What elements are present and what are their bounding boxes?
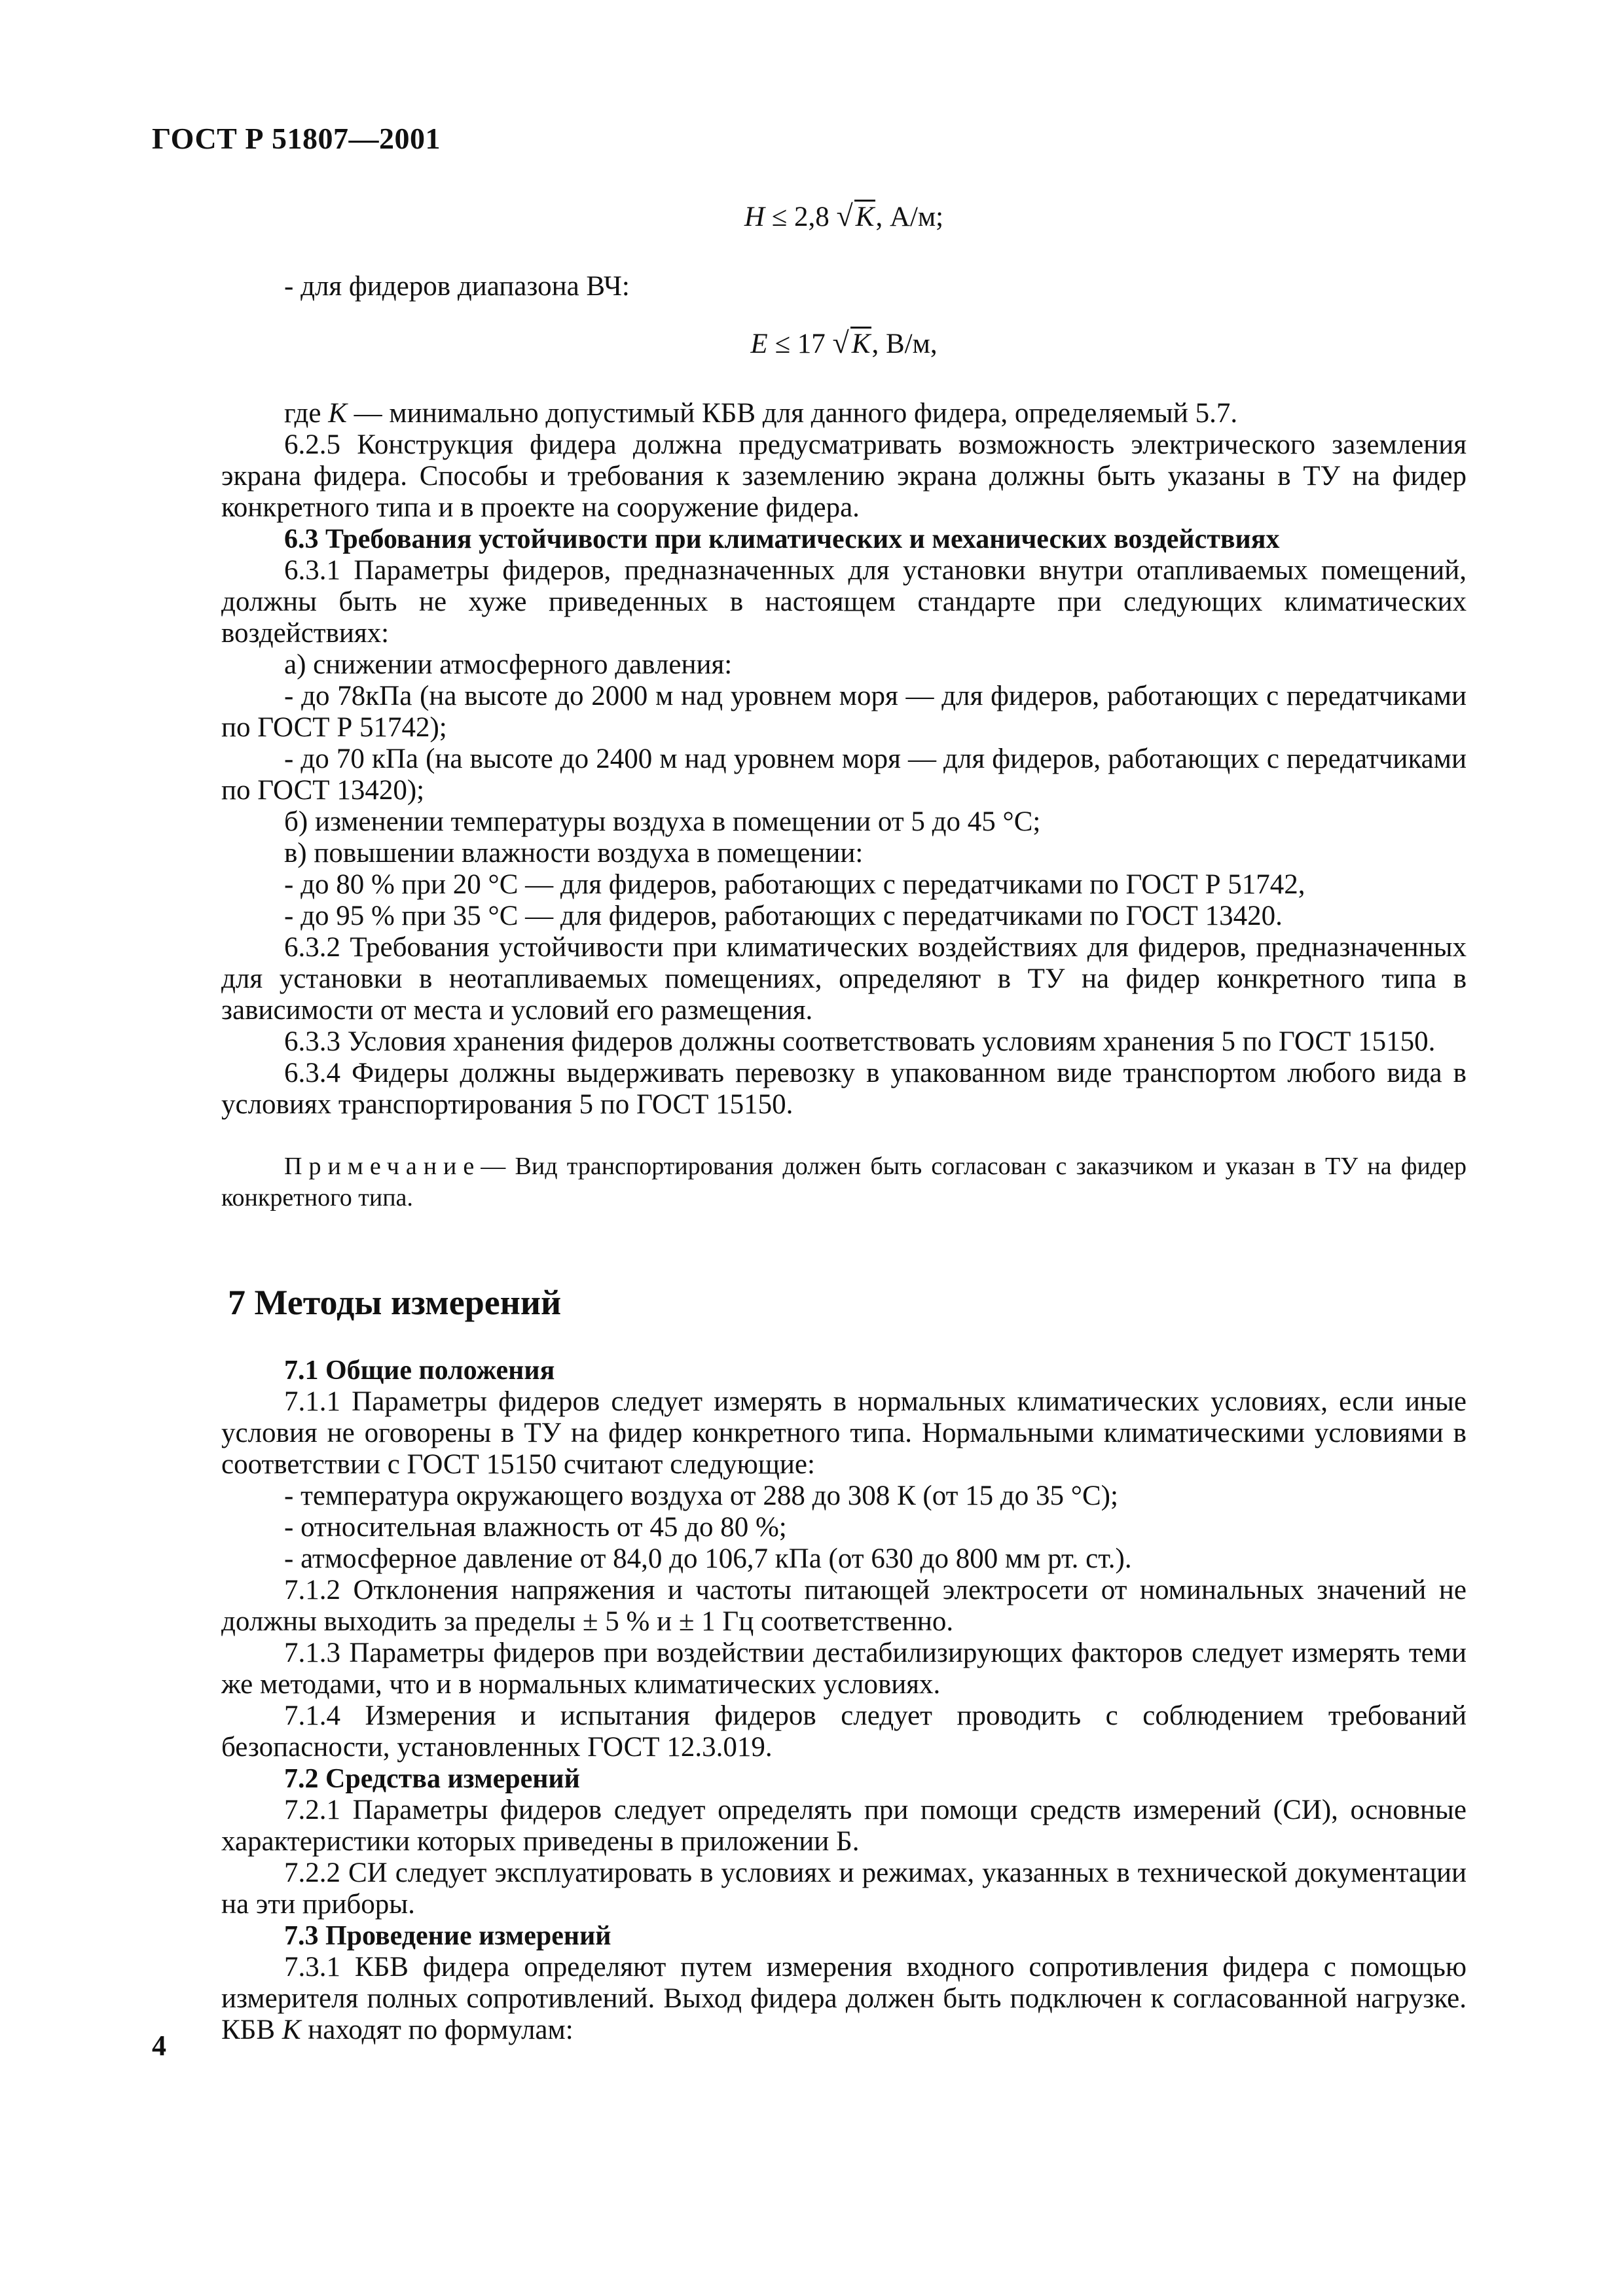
paragraph-6-3-4: 6.3.4 Фидеры должны выдерживать перевозку в упакованном виде транспортом любого вида в условиях транспортирования 5 по ГОСТ 15150.: [221, 1058, 1467, 1120]
paragraph-6-3-1: 6.3.1 Параметры фидеров, предназначенных для установки внутри отапливаемых помещений, должны быть не хуже приведенных в настоящем стандарте при следующих климатических воздействиях:: [221, 555, 1467, 649]
paragraph-7-3-1: 7.3.1 КБВ фидера определяют путем измерения входного сопротивления фидера с помощью измерителя полных сопротивлений. Выход фидера должен быть подключен к согласованной нагрузке. КБВ K находят по формулам:: [221, 1952, 1467, 2045]
note-text: — Вид транспортирования должен быть согласован с заказчиком и указан в ТУ на фидер конкретного типа.: [221, 1153, 1467, 1211]
sqrt-icon: √: [832, 326, 849, 359]
paragraph-7-1-2: 7.1.2 Отклонения напряжения и частоты питающей электросети от номинальных значений не должны выходить за пределы ± 5 % и ± 1 Гц соответственно.: [221, 1575, 1467, 1637]
section-heading-7-2: 7.2 Средства измерений: [284, 1764, 580, 1794]
sqrt-icon: √: [836, 199, 853, 232]
paragraph-7-1-4: 7.1.4 Измерения и испытания фидеров следует проводить с соблюдением требований безопасности, установленных ГОСТ 12.3.019.: [221, 1700, 1467, 1763]
formula-op: ≤ 2,8: [771, 202, 830, 232]
paragraph-6-3-3: 6.3.3 Условия хранения фидеров должны соответствовать условиям хранения 5 по ГОСТ 15150.: [284, 1026, 1436, 1057]
document-body: [221, 183, 1467, 2046]
formula-unit: , В/м,: [871, 329, 938, 359]
list-item: - относительная влажность от 45 до 80 %;: [284, 1512, 787, 1543]
list-item: б) изменении температуры воздуха в помещении от 5 до 45 °С;: [284, 806, 1041, 837]
formula-h: [221, 190, 1467, 242]
formula-op: ≤ 17: [775, 329, 826, 359]
list-item: - до 78кПа (на высоте до 2000 м над уровнем моря — для фидеров, работающих с передатчиками по ГОСТ Р 51742);: [221, 681, 1467, 743]
list-item: - атмосферное давление от 84,0 до 106,7 кПа (от 630 до 800 мм рт. ст.).: [284, 1543, 1132, 1574]
list-item: в) повышении влажности воздуха в помещении:: [284, 838, 864, 869]
list-item: а) снижении атмосферного давления:: [284, 649, 733, 680]
paragraph-6-2-5: 6.2.5 Конструкция фидера должна предусматривать возможность электрического заземления экрана фидера. Способы и требования к заземлению экрана должны быть указаны в ТУ на фидер конкретного типа и в проекте на сооружение фидера.: [221, 429, 1467, 523]
section-heading-7-3: 7.3 Проведение измерений: [284, 1921, 611, 1951]
section-title-7: 7 Методы измерений: [228, 1283, 562, 1322]
list-item: - до 80 % при 20 °С — для фидеров, работающих с передатчиками по ГОСТ Р 51742,: [284, 869, 1305, 900]
formula-e: [221, 317, 1467, 369]
formula-var: E: [750, 329, 768, 359]
note: [221, 1151, 1467, 1213]
formula-var: H: [744, 202, 765, 232]
note-label: Примечание: [284, 1153, 481, 1180]
formula-unit: , А/м;: [875, 202, 944, 232]
list-item: - температура окружающего воздуха от 288 до 308 К (от 15 до 35 °С);: [284, 1480, 1118, 1511]
paragraph-6-3-2: 6.3.2 Требования устойчивости при климатических воздействиях для фидеров, предназначенных для установки в неотапливаемых помещениях, определяют в ТУ на фидер конкретного типа в зависимости от места и условий его размещения.: [221, 932, 1467, 1026]
list-item: - до 70 кПа (на высоте до 2400 м над уровнем моря — для фидеров, работающих с передатчиками по ГОСТ 13420);: [221, 744, 1467, 806]
paragraph-7-1-3: 7.1.3 Параметры фидеров при воздействии дестабилизирующих факторов следует измерять теми же методами, что и в нормальных климатических условиях.: [221, 1638, 1467, 1700]
list-item: - до 95 % при 35 °С — для фидеров, работающих с передатчиками по ГОСТ 13420.: [284, 901, 1283, 931]
section-heading-7-1: 7.1 Общие положения: [284, 1355, 555, 1386]
section-heading-6-3: 6.3 Требования устойчивости при климатических и механических воздействиях: [284, 524, 1280, 554]
text-line-vch: - для фидеров диапазона ВЧ:: [284, 271, 630, 302]
paragraph-7-1-1: 7.1.1 Параметры фидеров следует измерять в нормальных климатических условиях, если иные условия не оговорены в ТУ на фидер конкретного типа. Нормальными климатическими условиями в соответствии с ГОСТ 15150 считают следующие:: [221, 1386, 1467, 1480]
document-header: ГОСТ Р 51807—2001: [152, 122, 441, 155]
formula-radicand: K: [854, 200, 876, 232]
paragraph-7-2-2: 7.2.2 СИ следует эксплуатировать в условиях и режимах, указанных в технической документации на эти приборы.: [221, 1857, 1467, 1920]
where-line: где K — минимально допустимый КБВ для данного фидера, определяемый 5.7.: [284, 398, 1238, 429]
page-number: 4: [152, 2030, 166, 2062]
formula-radicand: K: [850, 327, 872, 359]
paragraph-7-2-1: 7.2.1 Параметры фидеров следует определять при помощи средств измерений (СИ), основные характеристики которых приведены в приложении Б.: [221, 1795, 1467, 1857]
